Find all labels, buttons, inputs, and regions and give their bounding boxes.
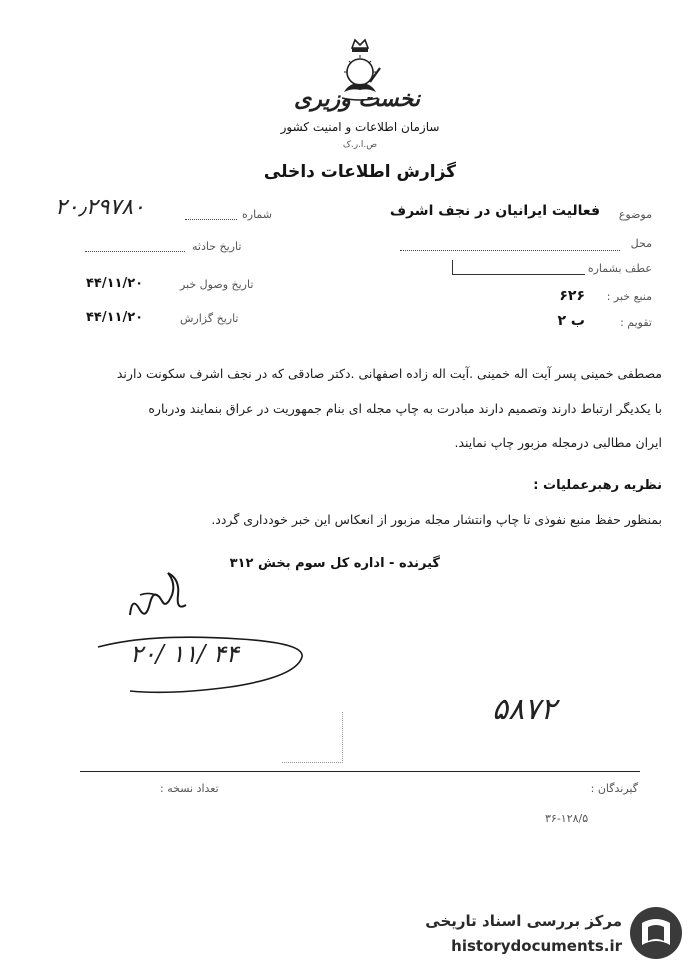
handwritten-date: ۲۰/ ۱۱/ ۴۴ xyxy=(130,640,239,668)
number-dots xyxy=(185,219,237,220)
footer-divider xyxy=(80,771,640,772)
form-code: ۳۶-۱۲۸/۵ xyxy=(545,812,589,825)
watermark-text: مرکز بررسی اسناد تاریخی xyxy=(425,912,622,930)
reference-mark xyxy=(452,260,585,275)
copies-label: تعداد نسخه : xyxy=(160,782,219,795)
org-title: نخست وزیری xyxy=(294,86,420,112)
body-line-3: ایران مطالبی درمجله مزبور چاپ نمایند. xyxy=(454,435,662,450)
report-title: گزارش اطلاعات داخلی xyxy=(263,162,457,182)
report-date-label: تاریخ گزارش xyxy=(180,312,239,325)
body-line-2: با یکدیگر ارتباط دارند وتصمیم دارند مبادرت به چاپ مجله ای بنام جمهوریت در عراق بنمایند ودرباره xyxy=(148,401,662,416)
recipients-label: گیرندگان : xyxy=(590,782,638,795)
rating-value: ب ۲ xyxy=(557,313,585,329)
reference-label: عطف بشماره xyxy=(587,262,652,275)
source-value: ۶۲۶ xyxy=(559,288,585,304)
incident-date-dots xyxy=(85,251,185,252)
subject-label: موضوع xyxy=(618,208,652,221)
location-label: محل xyxy=(630,237,652,250)
org-subtitle: سازمان اطلاعات و امنیت کشور xyxy=(280,120,440,134)
org-code: ص.ا.ر.ک xyxy=(342,140,378,150)
faint-stamp-mark xyxy=(282,712,343,763)
body-line-1: مصطفی خمینی پسر آیت اله خمینی .آیت اله زاده اصفهانی .دکتر صادقی که در نجف اشرف سکونت دارند xyxy=(116,366,662,381)
incident-date-label: تاریخ حادثه xyxy=(192,240,242,253)
recipient-line: گیرنده - اداره کل سوم بخش ۳۱۲ xyxy=(229,556,440,571)
rating-label: تقویم : xyxy=(620,316,652,329)
opinion-text: بمنظور حفظ منبع نفوذی تا چاپ وانتشار مجله مزبور از انعکاس این خبر خودداری گردد. xyxy=(211,512,662,527)
opinion-heading: نظریه رهبرعملیات : xyxy=(533,478,662,493)
receipt-date-value: ۴۴/۱۱/۲۰ xyxy=(86,276,144,291)
subject-value: فعالیت ایرانیان در نجف اشرف xyxy=(389,203,600,219)
receipt-date-label: تاریخ وصول خبر xyxy=(180,278,254,291)
watermark-logo-icon xyxy=(628,905,684,961)
watermark-url: historydocuments.ir xyxy=(451,937,622,955)
location-dots xyxy=(400,250,620,251)
handwritten-file-number: ۵۸۷۲ xyxy=(492,692,557,727)
signature-icon xyxy=(120,565,200,625)
report-date-value: ۴۴/۱۱/۲۰ xyxy=(86,310,144,325)
number-value: ۲۰٫۲۹۷۸۰ xyxy=(55,195,145,220)
number-label: شماره xyxy=(242,208,273,221)
source-label: منبع خبر : xyxy=(606,290,652,303)
